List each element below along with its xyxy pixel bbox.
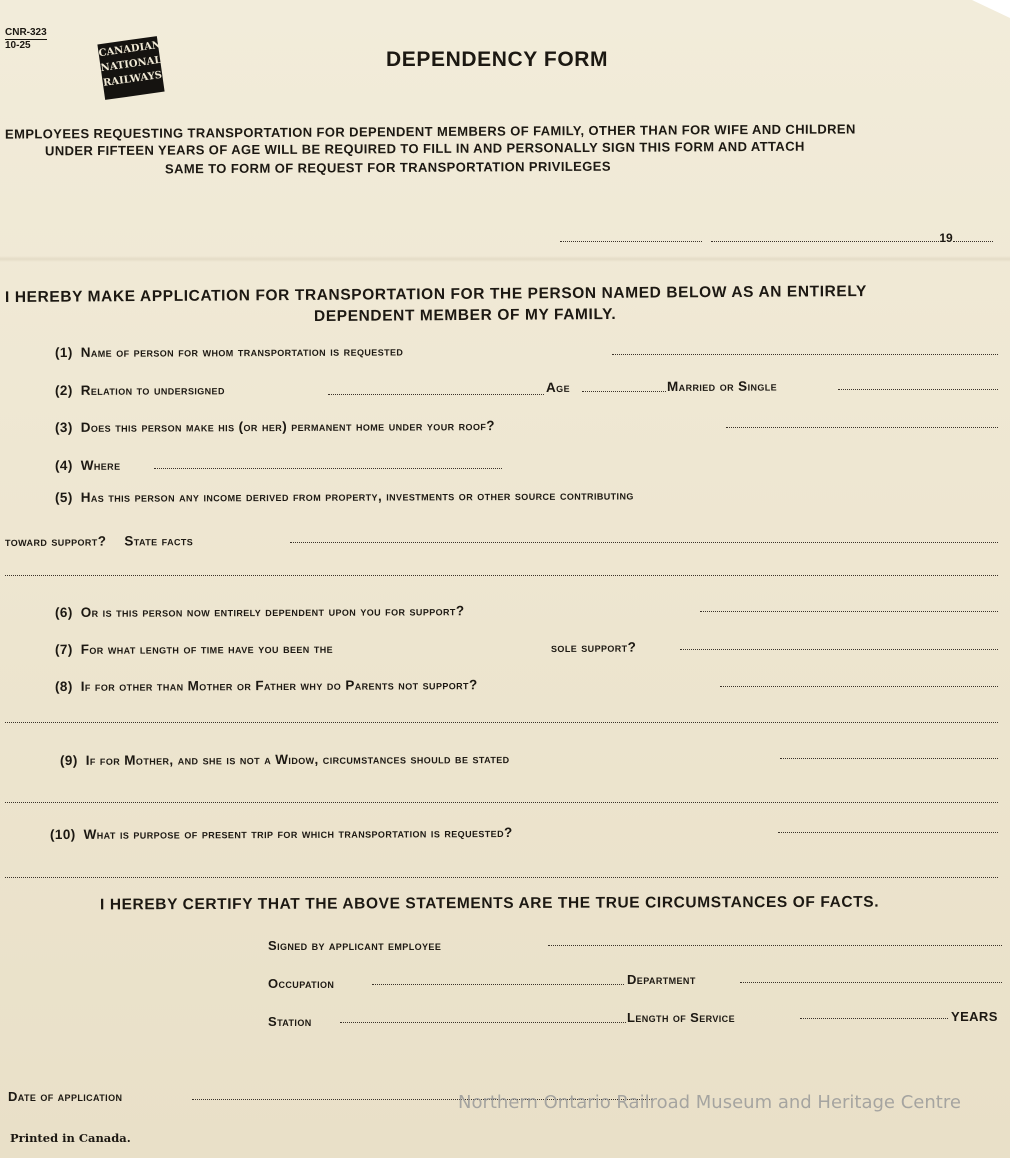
question-8 bbox=[55, 677, 478, 694]
question-6-number: (6) bbox=[54, 604, 73, 620]
question-8-field-extra[interactable] bbox=[5, 721, 998, 723]
date-blank-year[interactable] bbox=[953, 231, 993, 242]
form-revision: 10-25 bbox=[5, 40, 31, 51]
age-label: Age bbox=[545, 379, 570, 395]
intro-line-1: EMPLOYEES REQUESTING TRANSPORTATION FOR DEPENDENT MEMBERS OF FAMILY, OTHER THAN FOR WIFE AND CHILDREN bbox=[4, 121, 856, 142]
question-9-label: If for Mother, and she is not a Widow, circumstances should be stated bbox=[85, 751, 510, 768]
date-blank-month[interactable] bbox=[711, 231, 939, 242]
intro-line-2: UNDER FIFTEEN YEARS OF AGE WILL BE REQUIRED TO FILL IN AND PERSONALLY SIGN THIS FORM AND ATTACH bbox=[44, 138, 805, 159]
question-7 bbox=[55, 641, 333, 657]
question-9-field[interactable] bbox=[780, 757, 998, 759]
length-of-service-field[interactable] bbox=[800, 1017, 948, 1019]
page-title: DEPENDENCY FORM bbox=[386, 48, 609, 71]
printed-in-canada: Printed in Canada. bbox=[10, 1131, 131, 1145]
question-1-number: (1) bbox=[54, 344, 73, 360]
department-label: Department bbox=[627, 972, 696, 987]
signed-by-label: Signed by applicant employee bbox=[268, 938, 442, 953]
signature-field[interactable] bbox=[548, 944, 1002, 946]
question-8-field[interactable] bbox=[720, 685, 998, 687]
certification-statement: I HEREBY CERTIFY THAT THE ABOVE STATEMENTS ARE THE TRUE CIRCUMSTANCES OF FACTS. bbox=[99, 893, 880, 914]
question-5-continued bbox=[5, 533, 193, 549]
question-3-field[interactable] bbox=[726, 426, 998, 428]
question-5-field[interactable] bbox=[290, 541, 998, 543]
date-of-application-label: Date of application bbox=[8, 1089, 123, 1104]
question-7-number: (7) bbox=[54, 641, 73, 657]
question-7-field[interactable] bbox=[680, 648, 998, 650]
question-9-field-extra[interactable] bbox=[5, 801, 998, 803]
question-10-label: What is purpose of present trip for which transportation is requested? bbox=[83, 824, 513, 842]
question-8-label: If for other than Mother or Father why do Parents not support? bbox=[80, 677, 478, 694]
question-5-number: (5) bbox=[54, 489, 73, 505]
page-corner-fold bbox=[972, 0, 1010, 18]
cnr-logo bbox=[97, 36, 164, 100]
intro-line-3: SAME TO FORM OF REQUEST FOR TRANSPORTATION PRIVILEGES bbox=[164, 158, 611, 177]
logo-line-1: CANADIAN bbox=[97, 39, 162, 60]
question-3-label: Does this person make his (or her) permanent home under your roof? bbox=[80, 418, 495, 435]
question-10-field-extra[interactable] bbox=[5, 876, 998, 878]
question-5-label-3: State facts bbox=[124, 533, 194, 549]
question-5-field-extra[interactable] bbox=[5, 574, 998, 576]
question-10 bbox=[50, 825, 513, 842]
question-1-field[interactable] bbox=[612, 353, 998, 355]
application-heading-1: I HEREBY MAKE APPLICATION FOR TRANSPORTATION FOR THE PERSON NAMED BELOW AS AN ENTIRELY bbox=[4, 282, 867, 307]
question-10-field[interactable] bbox=[778, 831, 998, 833]
application-heading-2: DEPENDENT MEMBER OF MY FAMILY. bbox=[313, 305, 617, 326]
museum-watermark: Northern Ontario Railroad Museum and Heritage Centre bbox=[458, 1092, 961, 1113]
question-6-field[interactable] bbox=[700, 610, 998, 612]
question-7-label-2: sole support? bbox=[550, 639, 637, 655]
question-7-label: For what length of time have you been the bbox=[80, 640, 334, 657]
question-8-number: (8) bbox=[54, 678, 73, 694]
question-4-label: Where bbox=[80, 457, 121, 473]
question-4 bbox=[55, 458, 121, 473]
years-label: YEARS bbox=[951, 1009, 998, 1024]
question-10-number: (10) bbox=[49, 826, 76, 842]
question-4-number: (4) bbox=[54, 457, 73, 473]
form-code bbox=[5, 27, 47, 52]
question-3-number: (3) bbox=[54, 419, 73, 435]
relation-field[interactable] bbox=[328, 393, 544, 395]
age-field[interactable] bbox=[582, 390, 666, 392]
paper-fold-line bbox=[0, 256, 1010, 262]
question-2 bbox=[55, 382, 225, 398]
department-field[interactable] bbox=[740, 981, 1002, 983]
logo-line-2: NATIONAL bbox=[100, 54, 163, 75]
station-field[interactable] bbox=[340, 1021, 626, 1023]
station-label: Station bbox=[268, 1014, 312, 1029]
question-9-number: (9) bbox=[59, 752, 78, 768]
question-3 bbox=[55, 418, 495, 435]
length-of-service-label: Length of Service bbox=[627, 1010, 735, 1025]
question-6 bbox=[55, 603, 465, 620]
question-6-label: Or is this person now entirely dependent upon you for support? bbox=[80, 603, 465, 620]
question-1 bbox=[55, 343, 403, 360]
question-1-label: Name of person for whom transportation is requested bbox=[80, 343, 404, 360]
question-2-number: (2) bbox=[54, 382, 73, 398]
question-5-label: Has this person any income derived from property, investments or other source contributing bbox=[80, 487, 634, 505]
date-line bbox=[560, 231, 993, 245]
logo-line-3: RAILWAYS bbox=[102, 69, 163, 89]
question-5 bbox=[55, 487, 634, 505]
occupation-field[interactable] bbox=[372, 983, 624, 985]
married-or-single-label: Married or Single bbox=[666, 378, 778, 394]
occupation-label: Occupation bbox=[268, 976, 335, 991]
question-4-field[interactable] bbox=[154, 467, 502, 469]
date-blank-day[interactable] bbox=[560, 231, 702, 242]
married-or-single-field[interactable] bbox=[838, 388, 998, 390]
question-9 bbox=[60, 751, 510, 768]
question-2-label: Relation to undersigned bbox=[80, 382, 225, 398]
question-5-label-2: toward support? bbox=[4, 533, 107, 549]
form-number: CNR-323 bbox=[5, 27, 47, 38]
year-prefix: 19 bbox=[939, 231, 953, 245]
